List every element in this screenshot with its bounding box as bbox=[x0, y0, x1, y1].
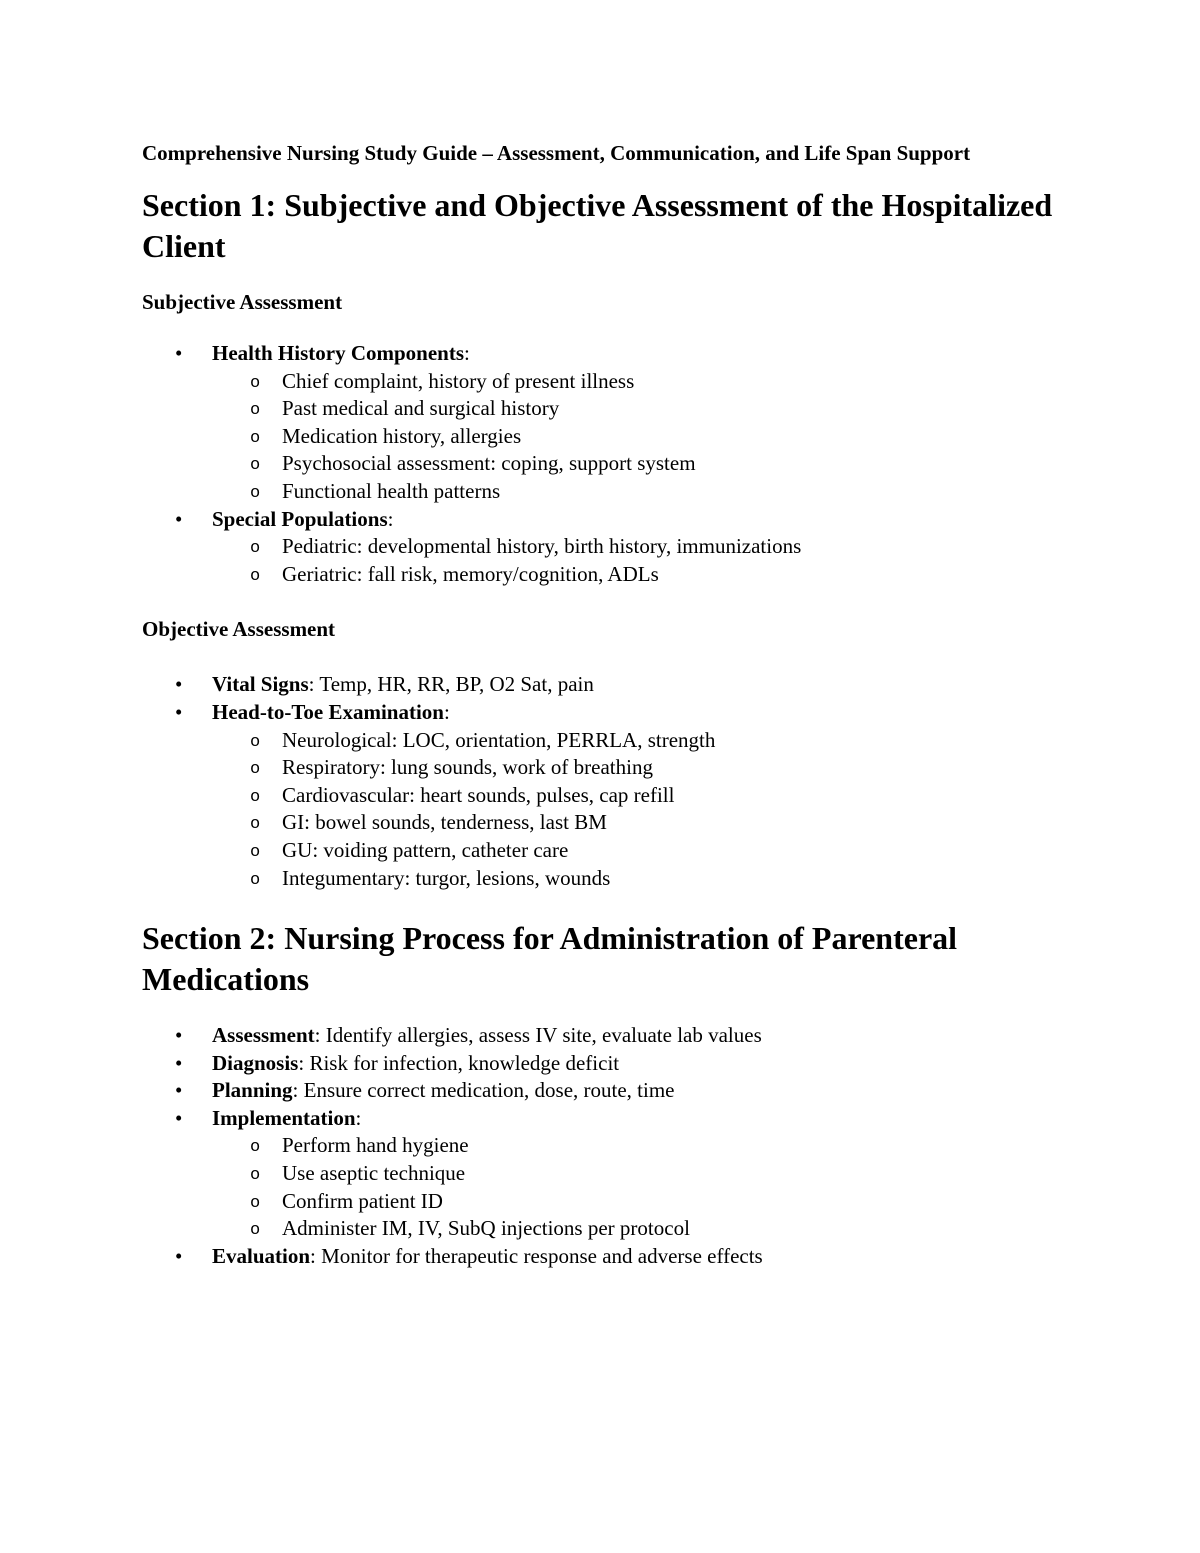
bullet-marker: • bbox=[175, 506, 183, 531]
sub-list-item bbox=[142, 727, 1072, 755]
sub-list-item-text: GI: bowel sounds, tenderness, last BM bbox=[282, 810, 607, 835]
parenteral-medications-list bbox=[142, 1022, 1072, 1270]
list-item bbox=[142, 1050, 1072, 1078]
list-item bbox=[142, 1243, 1072, 1271]
sub-list-item-text: Perform hand hygiene bbox=[282, 1133, 469, 1158]
objective-assessment-heading: Objective Assessment bbox=[142, 617, 336, 642]
list-item bbox=[142, 671, 1072, 699]
sub-list-item bbox=[142, 837, 1072, 865]
sub-list-item bbox=[142, 809, 1072, 837]
sub-bullet-marker: o bbox=[250, 566, 261, 586]
list-item-lead: Diagnosis bbox=[212, 1050, 299, 1075]
bullet-marker: • bbox=[175, 1105, 183, 1130]
bullet-marker: • bbox=[175, 699, 183, 724]
sub-list-item bbox=[142, 423, 1072, 451]
section-2-heading: Section 2: Nursing Process for Administration of Parenteral Medications bbox=[142, 920, 958, 998]
sub-list-item bbox=[142, 1160, 1072, 1188]
sub-list-item-text: GU: voiding pattern, catheter care bbox=[282, 837, 569, 862]
sub-list-item bbox=[142, 478, 1072, 506]
list-item bbox=[142, 1022, 1072, 1050]
bullet-marker: • bbox=[175, 1243, 183, 1268]
list-item-lead: Health History Components bbox=[212, 341, 464, 365]
list-item-text: : Temp, HR, RR, BP, O2 Sat, pain bbox=[308, 672, 594, 697]
bullet-marker: • bbox=[175, 341, 183, 365]
list-item-text: : Risk for infection, knowledge deficit bbox=[298, 1050, 620, 1075]
sub-list-item-text: Past medical and surgical history bbox=[282, 396, 560, 421]
list-item-text: : bbox=[464, 341, 470, 365]
sub-bullet-marker: o bbox=[250, 483, 261, 503]
sub-list-item bbox=[142, 533, 1072, 561]
list-item-text: : bbox=[387, 506, 394, 531]
section-1-heading: Section 1: Subjective and Objective Assessment of the Hospitalized Client bbox=[142, 187, 1053, 264]
sub-list-item bbox=[142, 1132, 1072, 1160]
sub-list bbox=[142, 533, 1072, 588]
list-item bbox=[142, 340, 1072, 506]
sub-bullet-marker: o bbox=[250, 373, 261, 393]
subjective-assessment-heading: Subjective Assessment bbox=[142, 290, 343, 314]
sub-list bbox=[142, 1132, 1072, 1242]
sub-bullet-marker: o bbox=[250, 1166, 261, 1186]
sub-bullet-marker: o bbox=[250, 732, 261, 752]
bullet-marker: • bbox=[175, 1023, 183, 1048]
sub-list-item-text: Geriatric: fall risk, memory/cognition, ADLs bbox=[282, 561, 659, 586]
list-item-lead: Vital Signs bbox=[212, 672, 309, 697]
sub-list-item bbox=[142, 865, 1072, 893]
sub-list-item bbox=[142, 450, 1072, 478]
sub-list-item-text: Administer IM, IV, SubQ injections per protocol bbox=[282, 1216, 690, 1241]
list-item-lead: Planning bbox=[212, 1078, 293, 1103]
list-item-lead: Special Populations bbox=[212, 506, 388, 531]
sub-bullet-marker: o bbox=[250, 815, 261, 835]
sub-list-item bbox=[142, 1215, 1072, 1243]
list-item-lead: Evaluation bbox=[212, 1243, 311, 1268]
sub-list bbox=[142, 368, 1072, 506]
sub-list-item-text: Use aseptic technique bbox=[282, 1161, 466, 1186]
sub-list-item-text: Chief complaint, history of present illness bbox=[282, 368, 635, 393]
sub-list-item-text: Medication history, allergies bbox=[282, 423, 522, 448]
document-title: Comprehensive Nursing Study Guide – Assessment, Communication, and Life Span Support bbox=[142, 141, 971, 165]
list-item bbox=[142, 506, 1072, 589]
bullet-marker: • bbox=[175, 672, 183, 697]
sub-list bbox=[142, 727, 1072, 893]
sub-list-item bbox=[142, 561, 1072, 589]
list-item-lead: Assessment bbox=[212, 1023, 315, 1048]
list-item-text: : Ensure correct medication, dose, route, time bbox=[292, 1078, 675, 1103]
bullet-marker: • bbox=[175, 1078, 183, 1103]
sub-list-item bbox=[142, 782, 1072, 810]
list-item-lead: Head-to-Toe Examination bbox=[212, 699, 444, 724]
sub-list-item-text: Psychosocial assessment: coping, support system bbox=[282, 451, 696, 476]
sub-bullet-marker: o bbox=[250, 870, 261, 890]
document-page bbox=[142, 140, 1072, 1270]
list-item-lead: Implementation bbox=[212, 1105, 356, 1130]
list-item-text: : bbox=[355, 1105, 362, 1130]
sub-bullet-marker: o bbox=[250, 539, 261, 559]
sub-bullet-marker: o bbox=[250, 401, 261, 421]
list-item-text: : bbox=[443, 699, 450, 724]
list-item-text: : Identify allergies, assess IV site, evaluate lab values bbox=[314, 1023, 762, 1048]
sub-bullet-marker: o bbox=[250, 1193, 261, 1213]
sub-list-item bbox=[142, 368, 1072, 396]
sub-list-item bbox=[142, 395, 1072, 423]
sub-list-item-text: Pediatric: developmental history, birth history, immunizations bbox=[282, 534, 802, 559]
sub-bullet-marker: o bbox=[250, 1221, 261, 1241]
sub-list-item-text: Confirm patient ID bbox=[282, 1188, 443, 1213]
sub-list-item-text: Neurological: LOC, orientation, PERRLA, strength bbox=[282, 727, 716, 752]
list-item bbox=[142, 1105, 1072, 1243]
subjective-assessment-list bbox=[142, 340, 1072, 588]
list-item bbox=[142, 1077, 1072, 1105]
sub-list-item bbox=[142, 1188, 1072, 1216]
sub-list-item-text: Respiratory: lung sounds, work of breathing bbox=[282, 755, 653, 780]
sub-list-item-text: Functional health patterns bbox=[282, 478, 501, 503]
sub-bullet-marker: o bbox=[250, 428, 261, 448]
objective-assessment-list bbox=[142, 671, 1072, 892]
sub-bullet-marker: o bbox=[250, 1138, 261, 1158]
sub-bullet-marker: o bbox=[250, 842, 261, 862]
sub-bullet-marker: o bbox=[250, 760, 261, 780]
sub-list-item-text: Cardiovascular: heart sounds, pulses, cap refill bbox=[282, 782, 675, 807]
sub-list-item-text: Integumentary: turgor, lesions, wounds bbox=[282, 865, 611, 890]
list-item-text: : Monitor for therapeutic response and adverse effects bbox=[310, 1243, 763, 1268]
sub-bullet-marker: o bbox=[250, 456, 261, 476]
list-item bbox=[142, 699, 1072, 892]
bullet-marker: • bbox=[175, 1050, 183, 1075]
sub-bullet-marker: o bbox=[250, 787, 261, 807]
sub-list-item bbox=[142, 754, 1072, 782]
